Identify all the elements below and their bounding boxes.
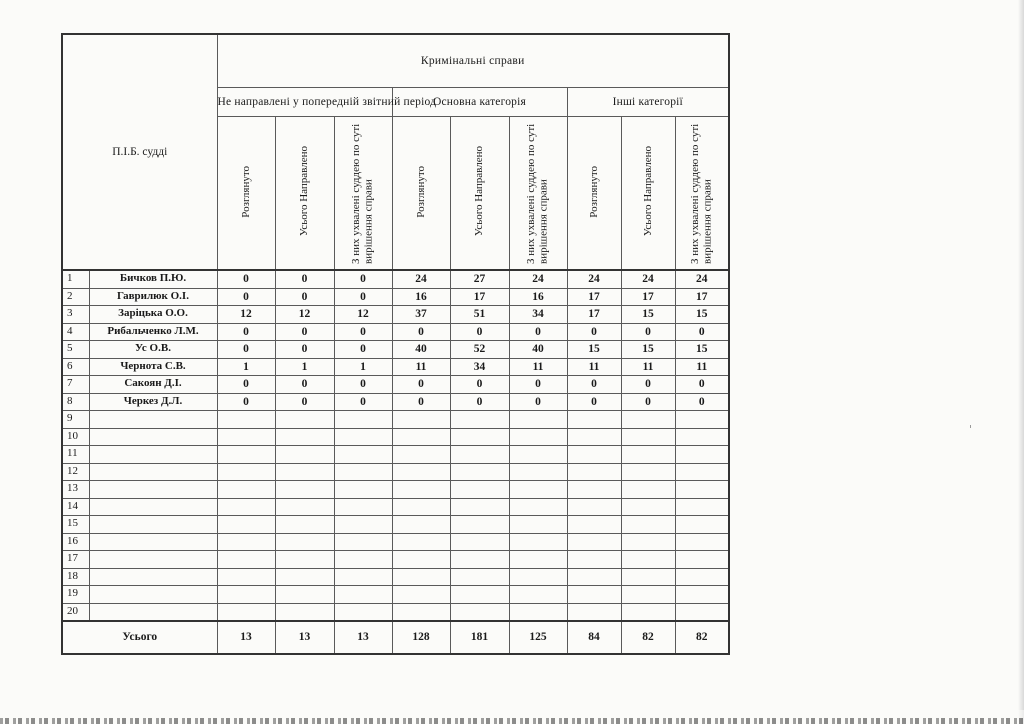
judge-name: [89, 446, 217, 464]
row-number: 18: [62, 568, 89, 586]
table-row: [62, 568, 729, 586]
table-row: [62, 358, 729, 376]
value-cell: [275, 586, 334, 604]
value-cell: 11: [509, 358, 567, 376]
value-cell: 51: [450, 306, 509, 324]
value-cell: [334, 481, 392, 499]
value-cell: 0: [392, 323, 450, 341]
row-number: 11: [62, 446, 89, 464]
table-row: [62, 270, 729, 288]
value-cell: 37: [392, 306, 450, 324]
value-cell: 0: [275, 323, 334, 341]
value-cell: 0: [450, 376, 509, 394]
value-cell: [621, 411, 675, 429]
value-cell: [275, 411, 334, 429]
value-cell: [509, 411, 567, 429]
row-number: 3: [62, 306, 89, 324]
value-cell: 0: [334, 393, 392, 411]
value-cell: 15: [675, 306, 729, 324]
judge-name-header: П.І.Б. судді: [62, 34, 217, 270]
judge-name: [89, 586, 217, 604]
row-number: 13: [62, 481, 89, 499]
judge-name: [89, 481, 217, 499]
value-cell: [334, 568, 392, 586]
value-cell: [450, 428, 509, 446]
value-cell: [509, 603, 567, 621]
value-cell: 0: [217, 270, 275, 288]
judge-name: Черкез Д.Л.: [89, 393, 217, 411]
value-cell: [621, 551, 675, 569]
value-cell: 0: [217, 341, 275, 359]
subheader-reviewed: Розглянуто: [217, 117, 275, 271]
table-row: [62, 393, 729, 411]
value-cell: [450, 463, 509, 481]
value-cell: 12: [275, 306, 334, 324]
value-cell: [450, 516, 509, 534]
value-cell: [217, 516, 275, 534]
table-row: [62, 551, 729, 569]
value-cell: [621, 428, 675, 446]
value-cell: 17: [450, 288, 509, 306]
value-cell: [450, 498, 509, 516]
value-cell: [509, 568, 567, 586]
value-cell: [275, 516, 334, 534]
value-cell: 15: [675, 341, 729, 359]
row-number: 10: [62, 428, 89, 446]
value-cell: [392, 463, 450, 481]
scan-edge: [0, 710, 1024, 724]
row-number: 7: [62, 376, 89, 394]
table-row: [62, 586, 729, 604]
row-number: 14: [62, 498, 89, 516]
value-cell: 0: [567, 376, 621, 394]
value-cell: [392, 498, 450, 516]
value-cell: 15: [621, 341, 675, 359]
judge-name: Ус О.В.: [89, 341, 217, 359]
value-cell: [392, 586, 450, 604]
group-not-sent-previous: Не направлені у попередній звітний період: [217, 88, 392, 117]
total-cell: 13: [217, 621, 275, 654]
table-row: [62, 341, 729, 359]
total-cell: 82: [675, 621, 729, 654]
value-cell: [450, 533, 509, 551]
value-cell: [621, 481, 675, 499]
total-cell: 181: [450, 621, 509, 654]
value-cell: [567, 551, 621, 569]
value-cell: [217, 551, 275, 569]
judge-name: [89, 568, 217, 586]
value-cell: 16: [509, 288, 567, 306]
value-cell: [217, 603, 275, 621]
value-cell: [450, 411, 509, 429]
value-cell: [392, 481, 450, 499]
value-cell: [217, 481, 275, 499]
value-cell: [509, 551, 567, 569]
row-number: 9: [62, 411, 89, 429]
scan-speck: [970, 425, 971, 428]
value-cell: [392, 603, 450, 621]
total-cell: 13: [275, 621, 334, 654]
value-cell: 27: [450, 270, 509, 288]
total-cell: 82: [621, 621, 675, 654]
value-cell: [217, 533, 275, 551]
sheet-shadow: [1018, 0, 1024, 724]
value-cell: [450, 551, 509, 569]
value-cell: 0: [392, 376, 450, 394]
value-cell: [675, 533, 729, 551]
judge-name: [89, 533, 217, 551]
subheader-decided-on-merits: З них ухвалені суддею по суті вирішення справи: [675, 117, 729, 271]
value-cell: [392, 551, 450, 569]
total-cell: 84: [567, 621, 621, 654]
judge-name: Заріцька О.О.: [89, 306, 217, 324]
subheader-total-sent: Усього Направлено: [621, 117, 675, 271]
value-cell: 1: [275, 358, 334, 376]
value-cell: [509, 428, 567, 446]
value-cell: [450, 568, 509, 586]
value-cell: 52: [450, 341, 509, 359]
table-title: Кримінальні справи: [217, 34, 729, 88]
value-cell: 24: [567, 270, 621, 288]
value-cell: 0: [450, 323, 509, 341]
judge-name: [89, 428, 217, 446]
value-cell: 0: [275, 288, 334, 306]
value-cell: [334, 446, 392, 464]
value-cell: [621, 603, 675, 621]
value-cell: [275, 463, 334, 481]
row-number: 8: [62, 393, 89, 411]
value-cell: 11: [675, 358, 729, 376]
subheader-total-sent: Усього Направлено: [450, 117, 509, 271]
table-row: [62, 516, 729, 534]
table-row: [62, 481, 729, 499]
judge-name: [89, 411, 217, 429]
totals-label: Усього: [62, 621, 217, 654]
value-cell: 0: [217, 288, 275, 306]
value-cell: 34: [450, 358, 509, 376]
row-number: 17: [62, 551, 89, 569]
value-cell: [334, 551, 392, 569]
value-cell: 0: [217, 393, 275, 411]
value-cell: [275, 481, 334, 499]
value-cell: 0: [217, 323, 275, 341]
row-number: 16: [62, 533, 89, 551]
value-cell: 0: [567, 323, 621, 341]
value-cell: 11: [621, 358, 675, 376]
value-cell: 24: [392, 270, 450, 288]
row-number: 6: [62, 358, 89, 376]
value-cell: [567, 411, 621, 429]
value-cell: 0: [450, 393, 509, 411]
row-number: 15: [62, 516, 89, 534]
table-row: [62, 323, 729, 341]
value-cell: [450, 481, 509, 499]
judge-name: [89, 498, 217, 516]
value-cell: 0: [275, 341, 334, 359]
value-cell: 24: [675, 270, 729, 288]
value-cell: [392, 411, 450, 429]
value-cell: [217, 498, 275, 516]
value-cell: [217, 411, 275, 429]
group-main-category: Основна категорія: [392, 88, 567, 117]
value-cell: [509, 481, 567, 499]
value-cell: 17: [567, 306, 621, 324]
value-cell: [567, 603, 621, 621]
value-cell: 0: [509, 323, 567, 341]
value-cell: 0: [567, 393, 621, 411]
value-cell: [275, 603, 334, 621]
table-row: [62, 288, 729, 306]
value-cell: [334, 603, 392, 621]
value-cell: 0: [509, 393, 567, 411]
value-cell: 1: [217, 358, 275, 376]
value-cell: [621, 568, 675, 586]
value-cell: [675, 603, 729, 621]
value-cell: 16: [392, 288, 450, 306]
value-cell: 15: [567, 341, 621, 359]
judge-name: [89, 516, 217, 534]
value-cell: [334, 463, 392, 481]
row-number: 1: [62, 270, 89, 288]
value-cell: [675, 446, 729, 464]
subheader-decided-on-merits: З них ухвалені суддею по суті вирішення справи: [509, 117, 567, 271]
value-cell: 0: [334, 288, 392, 306]
judge-name: [89, 463, 217, 481]
value-cell: [621, 516, 675, 534]
value-cell: [392, 568, 450, 586]
value-cell: 17: [567, 288, 621, 306]
value-cell: [621, 498, 675, 516]
value-cell: 0: [275, 376, 334, 394]
table-row: [62, 498, 729, 516]
value-cell: 17: [621, 288, 675, 306]
value-cell: [392, 428, 450, 446]
value-cell: [275, 533, 334, 551]
value-cell: [334, 533, 392, 551]
value-cell: 0: [621, 323, 675, 341]
value-cell: [334, 498, 392, 516]
judge-name: [89, 603, 217, 621]
value-cell: [217, 568, 275, 586]
value-cell: 0: [334, 323, 392, 341]
value-cell: [334, 586, 392, 604]
value-cell: [217, 446, 275, 464]
total-cell: 125: [509, 621, 567, 654]
judge-name: Чернота С.В.: [89, 358, 217, 376]
subheader-decided-on-merits: З них ухвалені суддею по суті вирішення справи: [334, 117, 392, 271]
subheader-reviewed: Розглянуто: [567, 117, 621, 271]
value-cell: [509, 516, 567, 534]
value-cell: [275, 498, 334, 516]
value-cell: 12: [334, 306, 392, 324]
judge-name: [89, 551, 217, 569]
table-row: [62, 306, 729, 324]
value-cell: [567, 586, 621, 604]
value-cell: [450, 603, 509, 621]
value-cell: [675, 428, 729, 446]
value-cell: [509, 446, 567, 464]
row-number: 12: [62, 463, 89, 481]
value-cell: 1: [334, 358, 392, 376]
value-cell: [675, 498, 729, 516]
value-cell: 17: [675, 288, 729, 306]
value-cell: 24: [509, 270, 567, 288]
value-cell: [567, 568, 621, 586]
total-cell: 128: [392, 621, 450, 654]
value-cell: [450, 586, 509, 604]
value-cell: [509, 533, 567, 551]
value-cell: [275, 551, 334, 569]
value-cell: 0: [621, 393, 675, 411]
value-cell: [567, 446, 621, 464]
value-cell: 34: [509, 306, 567, 324]
value-cell: [675, 586, 729, 604]
value-cell: [509, 586, 567, 604]
value-cell: [675, 551, 729, 569]
value-cell: [334, 411, 392, 429]
value-cell: 0: [509, 376, 567, 394]
value-cell: [567, 516, 621, 534]
value-cell: [334, 428, 392, 446]
value-cell: [275, 568, 334, 586]
row-number: 20: [62, 603, 89, 621]
value-cell: [275, 446, 334, 464]
value-cell: [392, 533, 450, 551]
value-cell: [567, 533, 621, 551]
value-cell: 0: [675, 376, 729, 394]
value-cell: [217, 428, 275, 446]
value-cell: [621, 586, 675, 604]
value-cell: [217, 463, 275, 481]
value-cell: [621, 533, 675, 551]
table-row: [62, 603, 729, 621]
value-cell: 0: [217, 376, 275, 394]
value-cell: 11: [567, 358, 621, 376]
table-row: [62, 533, 729, 551]
value-cell: 24: [621, 270, 675, 288]
table-row: [62, 411, 729, 429]
value-cell: [621, 446, 675, 464]
table-row: [62, 446, 729, 464]
group-other-categories: Інші категорії: [567, 88, 729, 117]
value-cell: [567, 428, 621, 446]
value-cell: [621, 463, 675, 481]
value-cell: [509, 498, 567, 516]
value-cell: [392, 446, 450, 464]
value-cell: [567, 498, 621, 516]
value-cell: 0: [334, 376, 392, 394]
value-cell: 11: [392, 358, 450, 376]
value-cell: 0: [392, 393, 450, 411]
value-cell: 40: [509, 341, 567, 359]
total-cell: 13: [334, 621, 392, 654]
value-cell: 15: [621, 306, 675, 324]
value-cell: [509, 463, 567, 481]
value-cell: [675, 516, 729, 534]
table-row: [62, 428, 729, 446]
row-number: 4: [62, 323, 89, 341]
table-row: [62, 463, 729, 481]
value-cell: 40: [392, 341, 450, 359]
table-row: [62, 376, 729, 394]
row-number: 5: [62, 341, 89, 359]
criminal-cases-table: [61, 33, 730, 655]
value-cell: [675, 568, 729, 586]
value-cell: [450, 446, 509, 464]
value-cell: [217, 586, 275, 604]
subheader-total-sent: Усього Направлено: [275, 117, 334, 271]
subheader-reviewed: Розглянуто: [392, 117, 450, 271]
value-cell: [675, 411, 729, 429]
value-cell: 12: [217, 306, 275, 324]
value-cell: 0: [675, 323, 729, 341]
judge-name: Рибальченко Л.М.: [89, 323, 217, 341]
value-cell: 0: [275, 270, 334, 288]
value-cell: [275, 428, 334, 446]
totals-row: [62, 621, 729, 654]
value-cell: [392, 516, 450, 534]
judge-name: Сакоян Д.І.: [89, 376, 217, 394]
value-cell: [675, 463, 729, 481]
judge-name: Бичков П.Ю.: [89, 270, 217, 288]
value-cell: 0: [621, 376, 675, 394]
judge-name: Гаврилюк О.І.: [89, 288, 217, 306]
value-cell: 0: [334, 341, 392, 359]
row-number: 2: [62, 288, 89, 306]
value-cell: [567, 481, 621, 499]
value-cell: [675, 481, 729, 499]
value-cell: 0: [675, 393, 729, 411]
row-number: 19: [62, 586, 89, 604]
value-cell: 0: [334, 270, 392, 288]
value-cell: [567, 463, 621, 481]
value-cell: 0: [275, 393, 334, 411]
value-cell: [334, 516, 392, 534]
